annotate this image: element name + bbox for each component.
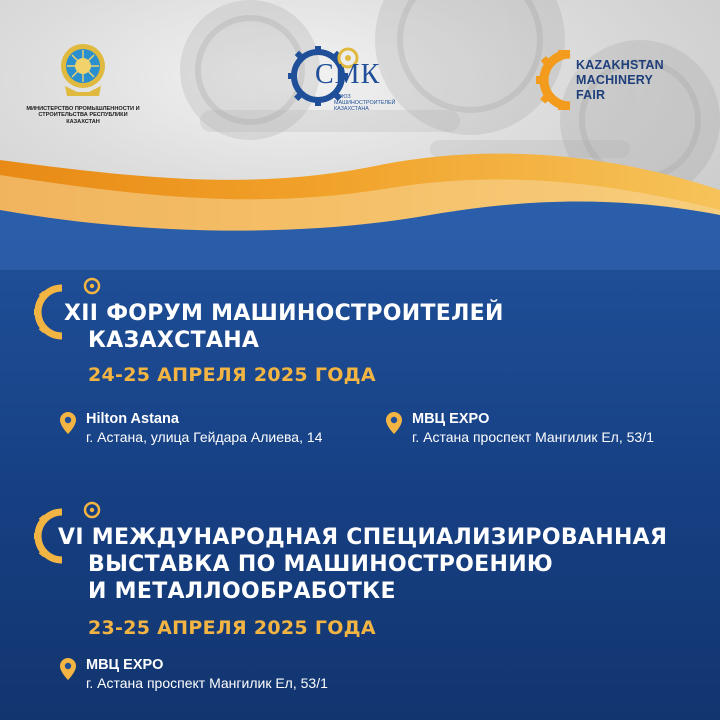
exhibition-title-line2: ВЫСТАВКА ПО МАШИНОСТРОЕНИЮ xyxy=(88,552,554,577)
forum-location-1 xyxy=(60,410,322,447)
location-name: МВЦ EXPO xyxy=(412,411,490,427)
machinery-fair-logo xyxy=(536,46,666,116)
wave-decoration xyxy=(0,120,720,270)
ministry-logo xyxy=(22,42,144,125)
exhibition-title-line1: VI МЕЖДУНАРОДНАЯ СПЕЦИАЛИЗИРОВАННАЯ xyxy=(58,525,668,550)
ministry-name: МИНИСТЕРСТВО ПРОМЫШЛЕННОСТИ И СТРОИТЕЛЬСТВА РЕСПУБЛИКИ КАЗАХСТАН xyxy=(26,106,140,125)
smk-name: СМК xyxy=(315,59,381,90)
orange-gear-icon xyxy=(536,50,576,110)
exhibition-title-line3: И МЕТАЛЛООБРАБОТКЕ xyxy=(88,579,396,604)
forum-location-2 xyxy=(386,410,654,447)
location-address: г. Астана проспект Мангилик Ел, 53/1 xyxy=(412,429,654,445)
forum-title-line2: КАЗАХСТАНА xyxy=(88,328,260,353)
machinery-fair-name xyxy=(576,58,666,103)
location-address: г. Астана проспект Мангилик Ел, 53/1 xyxy=(86,675,328,691)
exhibition-title xyxy=(58,524,667,605)
machinery-fair-line1: KAZAKHSTAN xyxy=(576,58,664,72)
forum-title xyxy=(64,300,504,354)
location-name: Hilton Astana xyxy=(86,411,179,427)
forum-title-line1: XII ФОРУМ МАШИНОСТРОИТЕЛЕЙ xyxy=(64,301,504,326)
location-pin-icon xyxy=(60,412,76,434)
forum-date: 24-25 АПРЕЛЯ 2025 ГОДА xyxy=(88,364,376,386)
kazakhstan-emblem-icon xyxy=(59,42,107,98)
exhibition-location-1 xyxy=(60,656,328,693)
location-pin-icon xyxy=(386,412,402,434)
exhibition-date: 23-25 АПРЕЛЯ 2025 ГОДА xyxy=(88,617,376,639)
smk-subtitle: СОЮЗ МАШИНОСТРОИТЕЛЕЙ КАЗАХСТАНА xyxy=(334,94,396,112)
location-pin-icon xyxy=(60,658,76,680)
machinery-fair-line2: MACHINERY FAIR xyxy=(576,73,653,102)
location-name: МВЦ EXPO xyxy=(86,657,164,673)
smk-logo xyxy=(288,42,408,122)
location-address: г. Астана, улица Гейдара Алиева, 14 xyxy=(86,429,323,445)
